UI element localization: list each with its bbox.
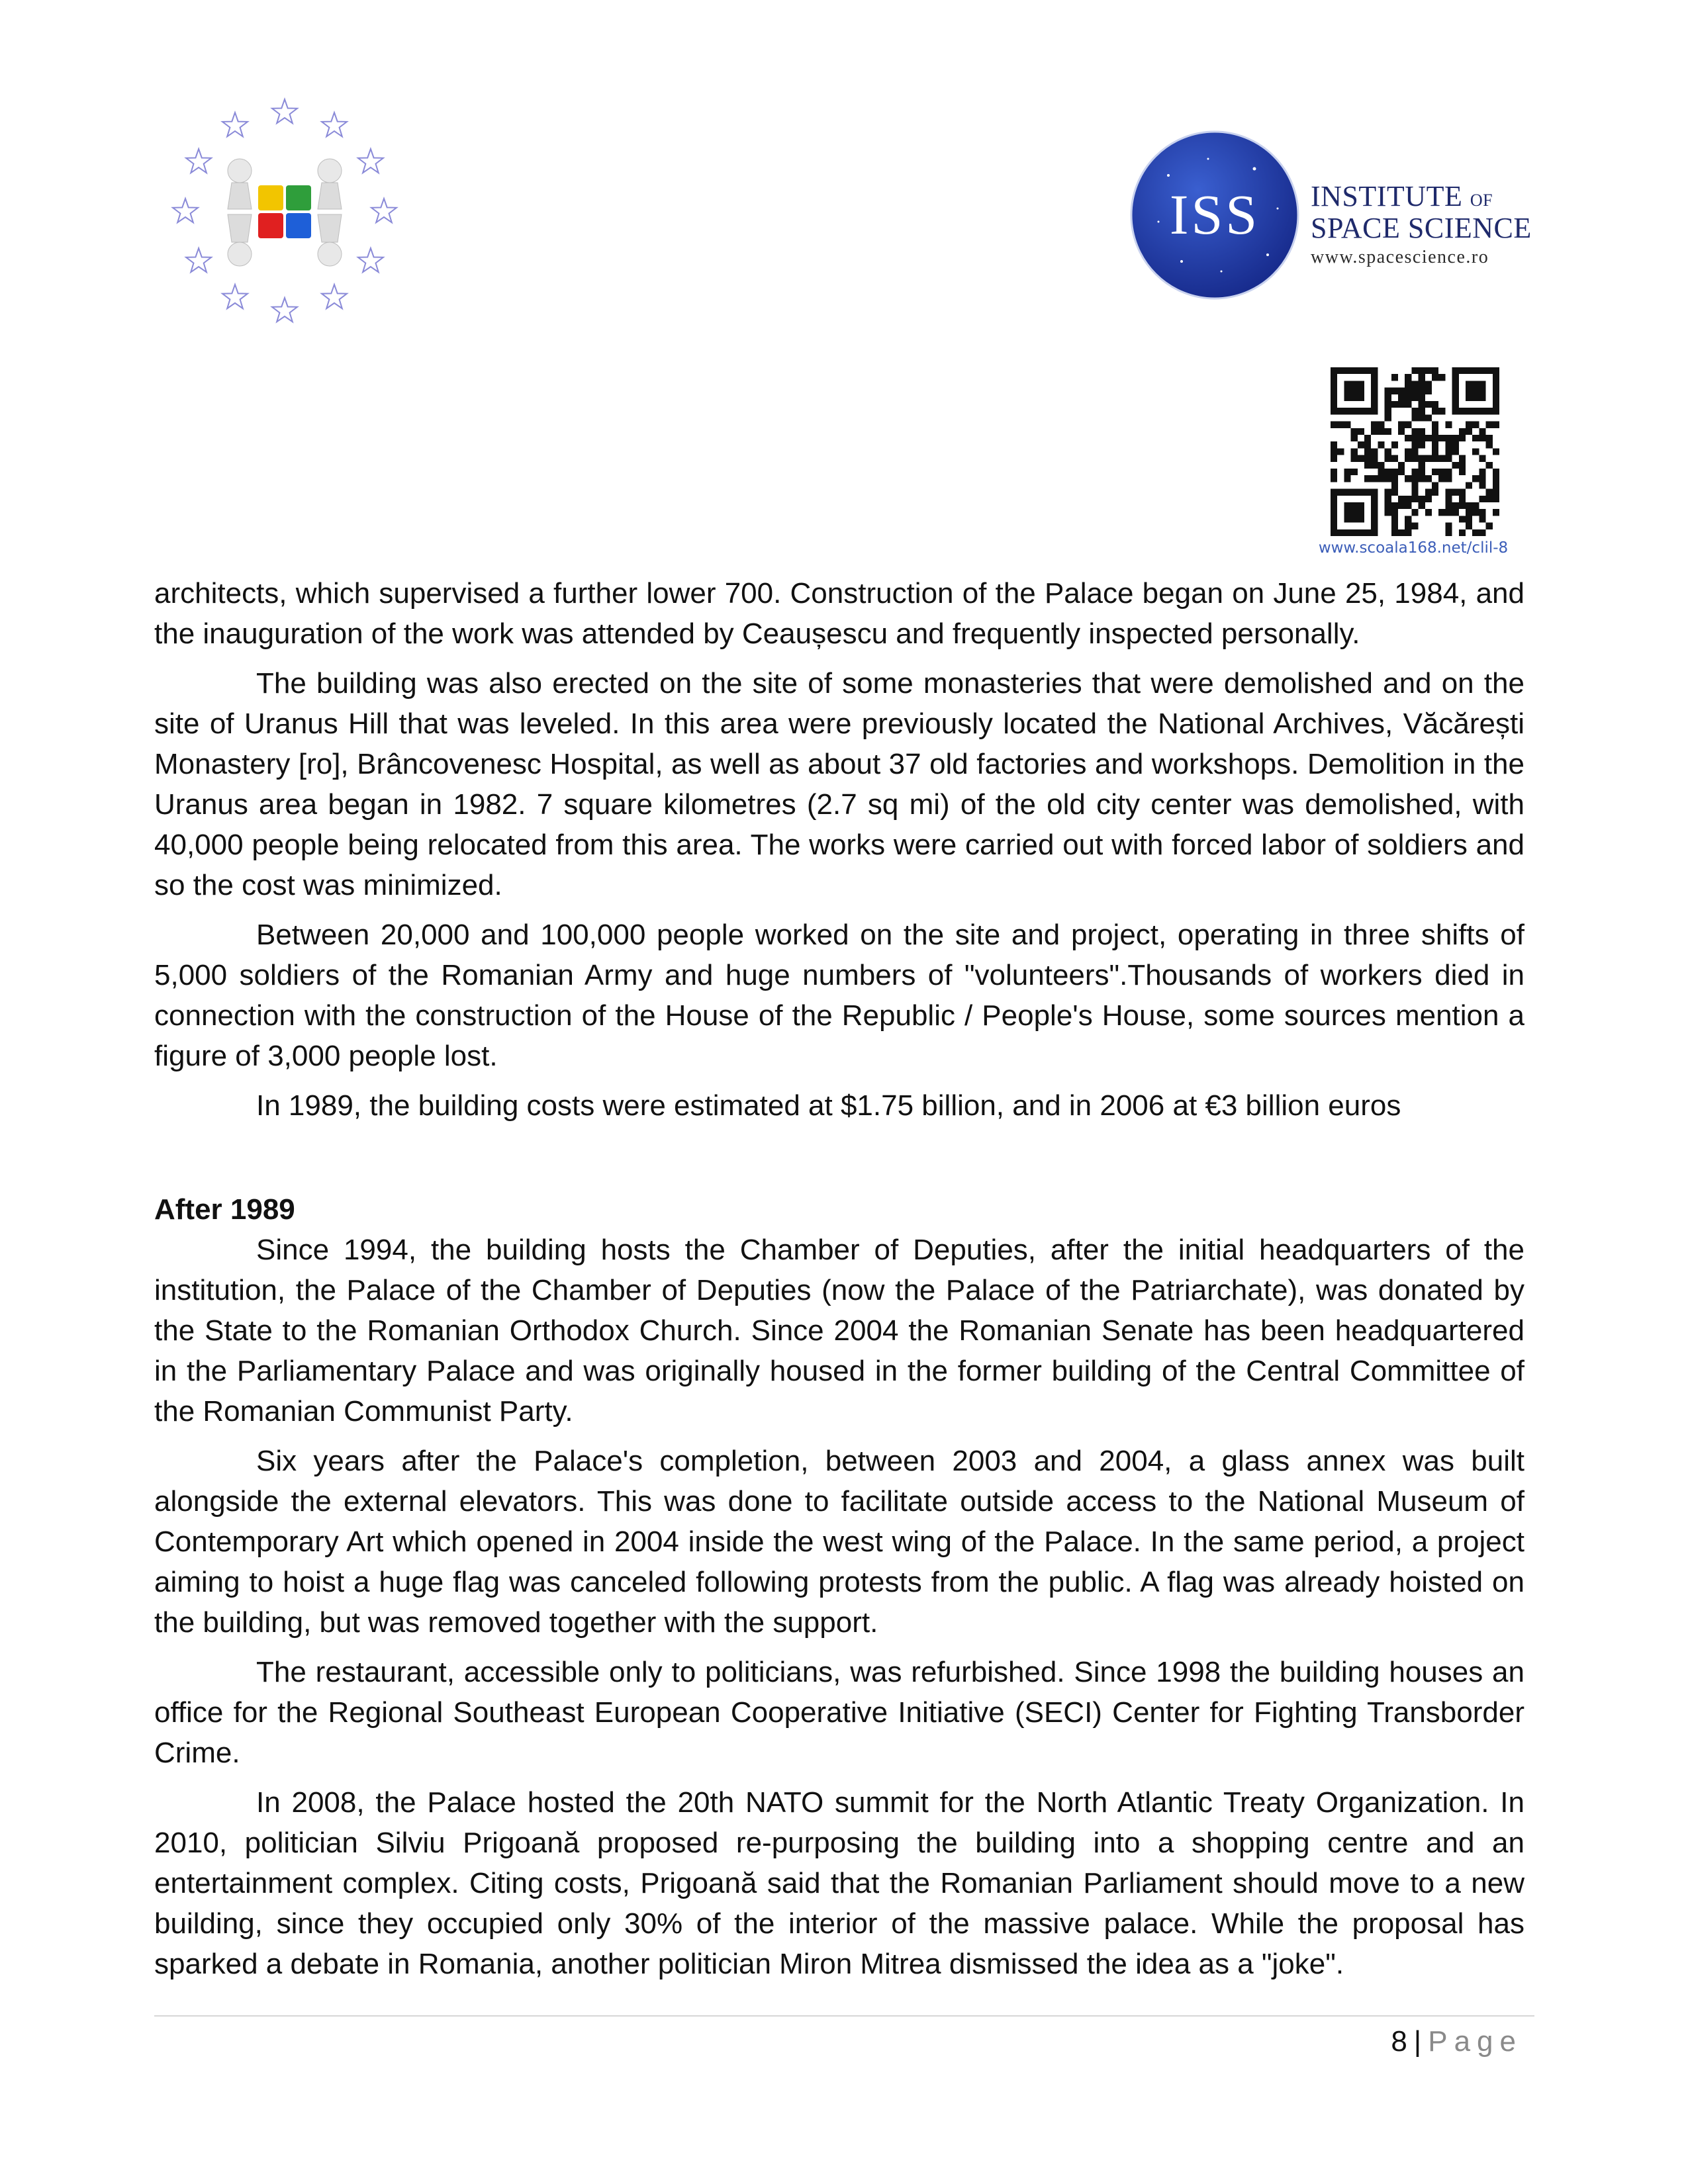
star-icon [358, 248, 383, 272]
star-icon [371, 199, 397, 222]
star-icon [173, 199, 198, 222]
section-heading: After 1989 [154, 1193, 295, 1226]
star-icon [272, 298, 297, 322]
star-icon [222, 285, 248, 308]
body-paragraph: Between 20,000 and 100,000 people worked on the site and project, operating in three shifts of 5,000 soldiers of the Romanian Army and huge numbers of "volunteers".Thousands of workers died in connection with the construction of the House of the Republic / People's House, some sources mention a figure of 3,000 people lost. [154, 919, 1524, 1072]
star-icon [186, 149, 211, 173]
body-paragraph: The building was also erected on the site of some monasteries that were demolished and on the site of Uranus Hill that was leveled. In this area were previously located the National Archives, Văcărești Monastery [ro], Brâncovenesc Hospital, as well as about 37 old factories and workshops. Demolition in the Uranus area began in 1982. 7 square kilometres (2.7 sq mi) of the old city center was demolished, with 40,000 people being relocated from this area. The works were carried out with forced labor of soldiers and so the cost was minimized. [154, 667, 1524, 901]
star-icon [222, 113, 248, 136]
body-paragraph: Since 1994, the building hosts the Chamber of Deputies, after the initial headquarters of the institution, the Palace of the Chamber of Deputies (now the Palace of the Patriarchate), was donated by the State to the Romanian Orthodox Church. Since 2004 the Romanian Senate has been headquartered in the Parliamentary Palace and was originally housed in the former building of the Central Committee of the Romanian Communist Party. [154, 1234, 1524, 1428]
qr-link[interactable]: www.scoala168.net/clil-8 [1318, 539, 1509, 557]
qr-code[interactable] [1331, 367, 1499, 536]
svg-text:ISS: ISS [1169, 183, 1260, 246]
project-logo [165, 93, 404, 331]
page-separator: | [1413, 2025, 1422, 2058]
body-paragraph: In 2008, the Palace hosted the 20th NATO summit for the North Atlantic Treaty Organization. In 2010, politician Silviu Prigoană proposed re-purposing the building into a shopping centre and an entertainment complex. Citing costs, Prigoană said that the Romanian Parliament should move to a new building, since they occupied only 30% of the interior of the massive palace. While the proposal has sparked a debate in Romania, another politician Miron Mitrea dismissed the idea as a "joke". [154, 1786, 1524, 1980]
body-paragraph: In 1989, the building costs were estimated at $1.75 billion, and in 2006 at €3 billion euros [256, 1089, 1401, 1122]
figures-graphic [228, 159, 342, 266]
star-icon [186, 248, 211, 272]
page-footer [1391, 2022, 1523, 2062]
iss-institute-text: INSTITUTE [1311, 180, 1463, 212]
iss-wordmark [1311, 182, 1549, 267]
iss-logo [1129, 129, 1539, 301]
star-icon [358, 149, 383, 173]
iss-website-text: www.spacescience.ro [1311, 247, 1489, 267]
body-paragraph: Six years after the Palace's completion, between 2003 and 2004, a glass annex was built alongside the external elevators. This was done to facilitate outside access to the National Museum of Contemporary Art which opened in 2004 inside the west wing of the Palace. In the same period, a project aiming to hoist a huge flag was canceled following protests from the public. A flag was already hoisted on the building, but was removed together with the support. [154, 1445, 1524, 1639]
body-paragraph: architects, which supervised a further lower 700. Construction of the Palace began on June 25, 1984, and the inauguration of the work was attended by Ceaușescu and frequently inspected personally. [154, 577, 1524, 650]
iss-emblem-icon [1129, 129, 1301, 301]
iss-space-science-text: SPACE SCIENCE [1311, 212, 1532, 244]
page-label: Page [1428, 2025, 1523, 2058]
body-paragraph: The restaurant, accessible only to politicians, was refurbished. Since 1998 the building houses an office for the Regional Southeast European Cooperative Initiative (SECI) Center for Fighting Transborder Crime. [154, 1656, 1524, 1769]
footer-divider [154, 2015, 1534, 2017]
document-body [154, 573, 1524, 1993]
star-icon [322, 113, 347, 136]
star-icon [272, 99, 297, 123]
star-icon [322, 285, 347, 308]
iss-of-text: OF [1470, 191, 1493, 210]
page-number: 8 [1391, 2025, 1407, 2058]
